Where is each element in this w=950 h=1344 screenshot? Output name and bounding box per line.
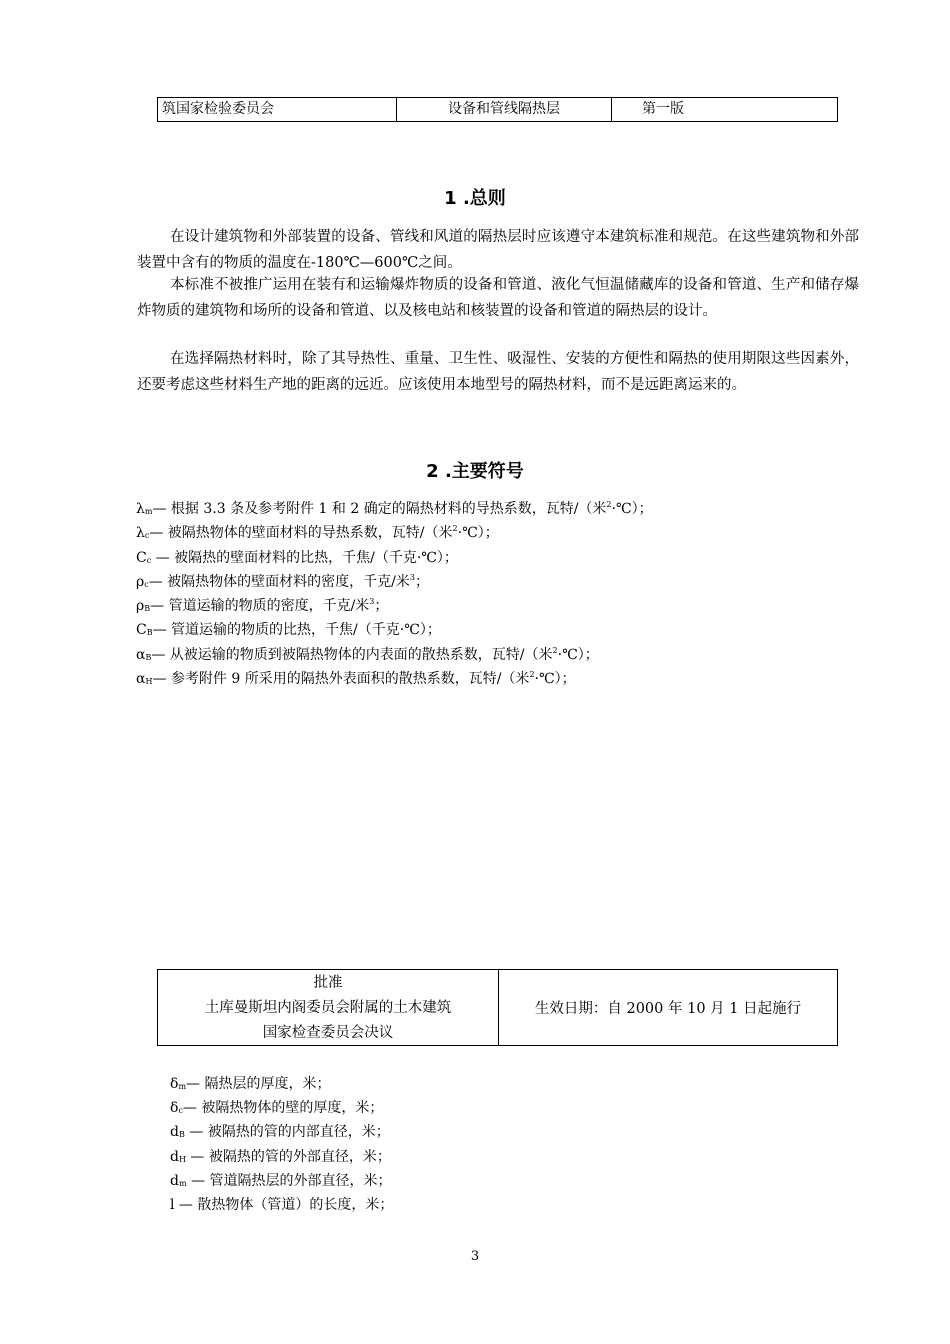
approval-title: 批准 (313, 975, 343, 991)
symbol-item: $\alpha_B—$ 从被运输的物质到被隔热物体的内表面的散热系数，瓦特/（米$^2$·℃）； (136, 645, 599, 663)
symbol-item: $\rho_c—$ 被隔热物体的壁面材料的密度，千克/米$^3$； (136, 572, 429, 590)
symbol-item: $d_m$ — 管道隔热层的外部直径，米； (170, 1172, 392, 1189)
section1-heading: 1 .总则 (444, 188, 506, 209)
symbol-item: $d_H$ — 被隔热的管的外部直径，米； (170, 1148, 391, 1165)
effective-date-cell (499, 970, 837, 1045)
section2-heading: 2 .主要符号 (426, 461, 524, 482)
header-organization: 筑国家检验委员会 (158, 98, 397, 121)
symbol-item: $\lambda_m—$ 根据 3.3 条及参考附件 1 和 2 确定的隔热材料的导热系数，瓦特/（米$^2$·℃）； (136, 500, 653, 517)
approval-table (157, 969, 838, 1046)
section1-paragraph-2: 本标准不被推广运用在装有和运输爆炸物质的设备和管道、液化气恒温储藏库的设备和管道、生产和储存爆炸物质的建筑物和场所的设备和管道、以及核电站和核装置的设备和管道的隔热层的设计。 (137, 277, 859, 319)
approval-authority: 土库曼斯坦内阁委员会附属的土木建筑 (204, 1000, 452, 1016)
symbol-list (136, 497, 856, 691)
symbol-item: $\delta_m—$ 隔热层的厚度，米； (170, 1076, 331, 1092)
symbol-item: $\rho_B—$ 管道运输的物质的密度，千克/米$^3$； (136, 597, 389, 615)
symbol-item: $\lambda_c—$ 被隔热物体的壁面材料的导热系数，瓦特/（米$^2$·℃）； (136, 524, 499, 542)
symbol-list-continued (170, 1072, 850, 1217)
approval-resolution: 国家检查委员会决议 (262, 1025, 394, 1041)
symbol-item: $C_c$ — 被隔热的壁面材料的比热，千焦/（千克·℃）； (136, 549, 458, 566)
symbol-item: $\delta_c—$ 被隔热物体的壁的厚度，米； (170, 1100, 384, 1117)
header-table (157, 97, 838, 122)
header-edition: 第一版 (642, 101, 684, 117)
symbol-item: l — 散热物体（管道）的长度，米； (170, 1197, 394, 1214)
header-document-title: 设备和管线隔热层 (397, 98, 612, 121)
page-number: 3 (470, 1249, 480, 1264)
symbol-item: $\alpha_H—$ 参考附件 9 所采用的隔热外表面积的散热系数，瓦特/（米$^2$·℃）； (136, 670, 576, 688)
symbol-item: $C_B—$ 管道运输的物质的比热，千焦/（千克·℃）； (136, 622, 441, 639)
approval-cell (158, 970, 499, 1045)
effective-date: 生效日期：自 2000 年 10 月 1 日起施行 (534, 1001, 802, 1017)
section1-paragraph-1: 在设计建筑物和外部装置的设备、管线和风道的隔热层时应该遵守本建筑标准和规范。在这些建筑物和外部装置中含有的物质的温度在-180℃—600℃之间。 (137, 229, 859, 271)
section1-paragraph-3: 在选择隔热材料时，除了其导热性、重量、卫生性、吸湿性、安装的方便性和隔热的使用期限这些因素外，还要考虑这些材料生产地的距离的远近。应该使用本地型号的隔热材料，而不是远距离运来的。 (137, 351, 859, 393)
symbol-item: $d_B$ — 被隔热的管的内部直径，米； (170, 1124, 390, 1141)
